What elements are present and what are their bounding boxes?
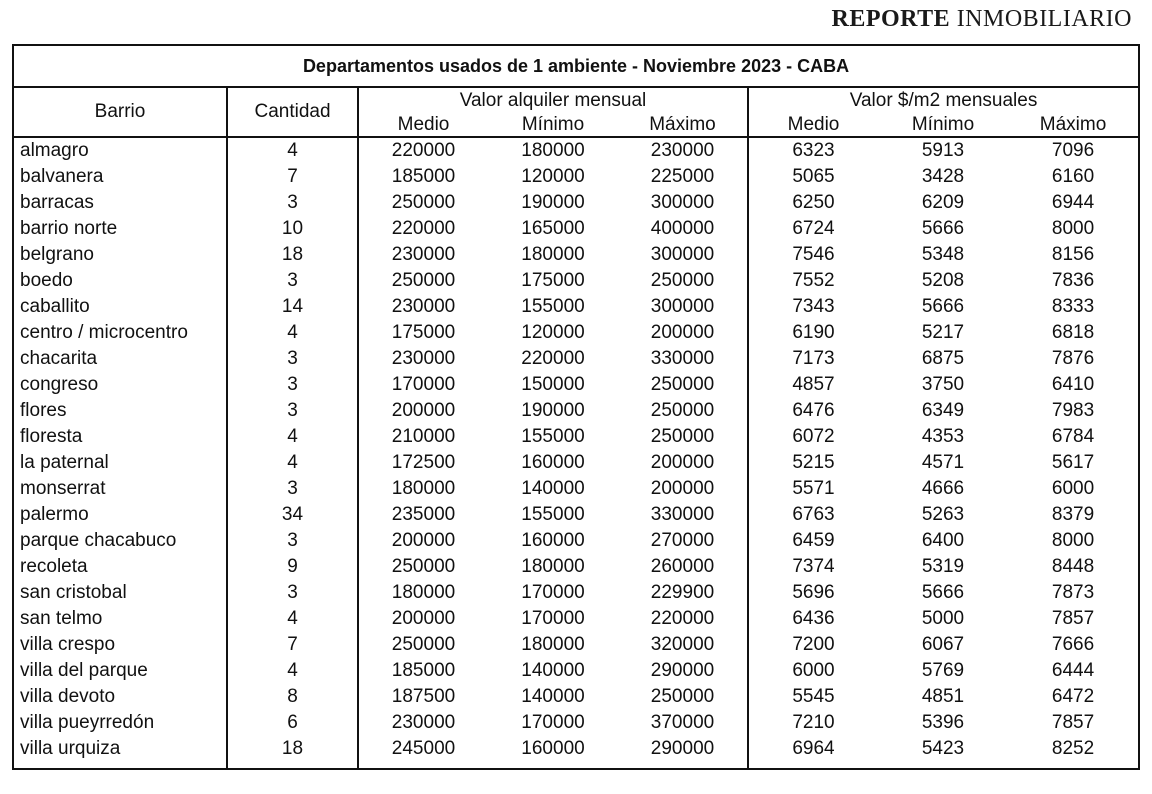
cell-m2-minimo: 4666 xyxy=(921,478,965,499)
cell-m2-minimo: 5348 xyxy=(921,244,965,265)
table-row xyxy=(13,658,1139,684)
cell-m2-medio: 7552 xyxy=(748,268,878,294)
cell-m2-minimo: 6067 xyxy=(921,634,965,655)
cell-m2-medio: 6459 xyxy=(748,528,878,554)
cell-m2-minimo: 4851 xyxy=(921,686,965,707)
cell-alquiler-medio: 200000 xyxy=(358,606,488,632)
cell-barrio: recoleta xyxy=(20,556,88,577)
cell-m2-minimo: 6400 xyxy=(921,530,965,551)
table-row xyxy=(13,242,1139,268)
cell-alquiler-minimo: 175000 xyxy=(521,270,585,291)
cell-alquiler-minimo: 150000 xyxy=(521,374,585,395)
cell-m2-medio: 6476 xyxy=(748,398,878,424)
cell-alquiler-minimo: 120000 xyxy=(521,166,585,187)
cell-m2-maximo: 7857 xyxy=(1051,608,1095,629)
cell-m2-medio: 6964 xyxy=(748,736,878,769)
cell-m2-medio: 6190 xyxy=(748,320,878,346)
cell-barrio: barracas xyxy=(20,192,94,213)
cell-alquiler-minimo: 155000 xyxy=(521,504,585,525)
cell-cantidad: 4 xyxy=(227,450,358,476)
table-row xyxy=(13,398,1139,424)
cell-alquiler-minimo: 165000 xyxy=(521,218,585,239)
cell-cantidad: 3 xyxy=(227,398,358,424)
cell-alquiler-maximo: 300000 xyxy=(650,296,715,317)
cell-alquiler-maximo: 250000 xyxy=(650,374,715,395)
table-row xyxy=(13,294,1139,320)
cell-cantidad: 4 xyxy=(227,137,358,164)
cell-alquiler-medio: 175000 xyxy=(358,320,488,346)
cell-alquiler-minimo: 120000 xyxy=(521,322,585,343)
cell-alquiler-maximo: 290000 xyxy=(650,660,715,681)
cell-m2-maximo: 8000 xyxy=(1051,218,1095,239)
cell-m2-medio: 7210 xyxy=(748,710,878,736)
cell-m2-minimo: 6875 xyxy=(921,348,965,369)
header-alquiler-maximo: Máximo xyxy=(618,112,748,137)
cell-barrio: parque chacabuco xyxy=(20,530,177,551)
header-alquiler-medio: Medio xyxy=(358,112,488,137)
cell-barrio: monserrat xyxy=(20,478,106,499)
cell-m2-medio: 5545 xyxy=(748,684,878,710)
cell-alquiler-medio: 230000 xyxy=(358,346,488,372)
table-row xyxy=(13,190,1139,216)
cell-alquiler-medio: 245000 xyxy=(358,736,488,769)
cell-barrio: villa del parque xyxy=(20,660,148,681)
cell-m2-maximo: 7983 xyxy=(1051,400,1095,421)
cell-alquiler-medio: 230000 xyxy=(358,710,488,736)
header-m2-maximo: Máximo xyxy=(1008,112,1139,137)
cell-cantidad: 14 xyxy=(227,294,358,320)
cell-m2-medio: 6436 xyxy=(748,606,878,632)
cell-m2-minimo: 5423 xyxy=(921,738,965,759)
cell-m2-minimo: 5913 xyxy=(921,140,965,161)
cell-alquiler-medio: 235000 xyxy=(358,502,488,528)
cell-barrio: san telmo xyxy=(20,608,103,629)
cell-alquiler-medio: 250000 xyxy=(358,632,488,658)
cell-alquiler-medio: 210000 xyxy=(358,424,488,450)
cell-cantidad: 7 xyxy=(227,164,358,190)
cell-alquiler-maximo: 230000 xyxy=(650,140,715,161)
cell-alquiler-minimo: 180000 xyxy=(521,140,585,161)
table-row xyxy=(13,554,1139,580)
cell-alquiler-maximo: 300000 xyxy=(650,244,715,265)
header-group-m2: Valor $/m2 mensuales xyxy=(748,87,1139,112)
cell-cantidad: 4 xyxy=(227,658,358,684)
cell-m2-medio: 5065 xyxy=(748,164,878,190)
cell-cantidad: 3 xyxy=(227,580,358,606)
cell-alquiler-medio: 172500 xyxy=(358,450,488,476)
cell-m2-maximo: 6000 xyxy=(1051,478,1095,499)
cell-m2-maximo: 5617 xyxy=(1051,452,1095,473)
header-cantidad: Cantidad xyxy=(227,87,358,137)
cell-m2-maximo: 6160 xyxy=(1051,166,1095,187)
table-row xyxy=(13,606,1139,632)
brand-logo xyxy=(832,6,1132,33)
cell-alquiler-maximo: 229900 xyxy=(650,582,715,603)
cell-barrio: centro / microcentro xyxy=(20,322,188,343)
cell-m2-maximo: 7873 xyxy=(1051,582,1095,603)
cell-m2-minimo: 3428 xyxy=(921,166,965,187)
cell-m2-minimo: 4571 xyxy=(921,452,965,473)
cell-alquiler-minimo: 180000 xyxy=(521,244,585,265)
table-row xyxy=(13,528,1139,554)
cell-m2-maximo: 8156 xyxy=(1051,244,1095,265)
cell-m2-maximo: 6944 xyxy=(1051,192,1095,213)
cell-cantidad: 18 xyxy=(227,736,358,769)
cell-barrio: balvanera xyxy=(20,166,104,187)
cell-alquiler-medio: 230000 xyxy=(358,242,488,268)
cell-barrio: villa crespo xyxy=(20,634,116,655)
cell-barrio: chacarita xyxy=(20,348,98,369)
cell-m2-minimo: 5666 xyxy=(921,296,965,317)
cell-alquiler-medio: 185000 xyxy=(358,164,488,190)
cell-cantidad: 6 xyxy=(227,710,358,736)
table-row xyxy=(13,268,1139,294)
header-group-alquiler: Valor alquiler mensual xyxy=(358,87,748,112)
cell-m2-medio: 6072 xyxy=(748,424,878,450)
cell-cantidad: 3 xyxy=(227,476,358,502)
cell-barrio: villa urquiza xyxy=(20,738,121,759)
cell-m2-maximo: 7096 xyxy=(1051,140,1095,161)
cell-cantidad: 4 xyxy=(227,424,358,450)
cell-m2-maximo: 8379 xyxy=(1051,504,1095,525)
table-row xyxy=(13,320,1139,346)
cell-m2-medio: 7200 xyxy=(748,632,878,658)
cell-alquiler-maximo: 200000 xyxy=(650,322,715,343)
cell-m2-minimo: 5666 xyxy=(921,218,965,239)
table-title: Departamentos usados de 1 ambiente - Noviembre 2023 - CABA xyxy=(13,45,1139,87)
table-row xyxy=(13,164,1139,190)
cell-m2-minimo: 5217 xyxy=(921,322,965,343)
cell-m2-minimo: 5769 xyxy=(921,660,965,681)
cell-cantidad: 34 xyxy=(227,502,358,528)
cell-alquiler-minimo: 155000 xyxy=(521,426,585,447)
cell-alquiler-medio: 200000 xyxy=(358,398,488,424)
table-row xyxy=(13,137,1139,164)
cell-alquiler-minimo: 140000 xyxy=(521,660,585,681)
cell-m2-maximo: 6784 xyxy=(1051,426,1095,447)
cell-alquiler-maximo: 200000 xyxy=(650,478,715,499)
cell-alquiler-minimo: 160000 xyxy=(521,738,585,759)
cell-m2-minimo: 6349 xyxy=(921,400,965,421)
cell-alquiler-minimo: 140000 xyxy=(521,686,585,707)
table-row xyxy=(13,736,1139,769)
cell-cantidad: 3 xyxy=(227,346,358,372)
cell-barrio: flores xyxy=(20,400,67,421)
cell-m2-maximo: 6818 xyxy=(1051,322,1095,343)
cell-m2-medio: 6250 xyxy=(748,190,878,216)
cell-alquiler-maximo: 200000 xyxy=(650,452,715,473)
cell-alquiler-maximo: 330000 xyxy=(650,504,715,525)
cell-alquiler-maximo: 400000 xyxy=(650,218,715,239)
brand-part1: REPORTE xyxy=(831,6,951,32)
cell-barrio: almagro xyxy=(20,140,89,161)
table-row xyxy=(13,372,1139,398)
cell-cantidad: 7 xyxy=(227,632,358,658)
cell-m2-minimo: 3750 xyxy=(921,374,965,395)
cell-m2-medio: 7374 xyxy=(748,554,878,580)
cell-cantidad: 3 xyxy=(227,528,358,554)
table-row xyxy=(13,502,1139,528)
cell-cantidad: 9 xyxy=(227,554,358,580)
cell-alquiler-minimo: 180000 xyxy=(521,634,585,655)
cell-barrio: congreso xyxy=(20,374,99,395)
cell-m2-medio: 5571 xyxy=(748,476,878,502)
cell-m2-minimo: 5319 xyxy=(921,556,965,577)
cell-m2-maximo: 6410 xyxy=(1051,374,1095,395)
cell-alquiler-minimo: 220000 xyxy=(521,348,585,369)
cell-barrio: villa pueyrredón xyxy=(20,712,155,733)
cell-alquiler-maximo: 225000 xyxy=(650,166,715,187)
cell-alquiler-medio: 170000 xyxy=(358,372,488,398)
cell-alquiler-maximo: 290000 xyxy=(650,738,715,759)
table-row xyxy=(13,710,1139,736)
cell-alquiler-medio: 220000 xyxy=(358,216,488,242)
cell-alquiler-minimo: 170000 xyxy=(521,582,585,603)
cell-m2-minimo: 5396 xyxy=(921,712,965,733)
cell-alquiler-minimo: 170000 xyxy=(521,712,585,733)
cell-m2-medio: 6763 xyxy=(748,502,878,528)
header-m2-medio: Medio xyxy=(748,112,878,137)
cell-barrio: barrio norte xyxy=(20,218,118,239)
cell-alquiler-maximo: 260000 xyxy=(650,556,715,577)
cell-cantidad: 4 xyxy=(227,320,358,346)
cell-alquiler-medio: 250000 xyxy=(358,190,488,216)
cell-m2-medio: 6724 xyxy=(748,216,878,242)
cell-alquiler-maximo: 320000 xyxy=(650,634,715,655)
cell-cantidad: 8 xyxy=(227,684,358,710)
cell-cantidad: 10 xyxy=(227,216,358,242)
cell-barrio: palermo xyxy=(20,504,89,525)
table-row xyxy=(13,632,1139,658)
cell-m2-medio: 7173 xyxy=(748,346,878,372)
cell-m2-medio: 7546 xyxy=(748,242,878,268)
cell-m2-maximo: 8333 xyxy=(1051,296,1095,317)
cell-alquiler-minimo: 155000 xyxy=(521,296,585,317)
cell-alquiler-medio: 187500 xyxy=(358,684,488,710)
cell-m2-minimo: 5666 xyxy=(921,582,965,603)
cell-alquiler-medio: 180000 xyxy=(358,580,488,606)
cell-m2-medio: 5696 xyxy=(748,580,878,606)
cell-m2-minimo: 4353 xyxy=(921,426,965,447)
cell-m2-maximo: 7876 xyxy=(1051,348,1095,369)
cell-m2-maximo: 7836 xyxy=(1051,270,1095,291)
cell-m2-minimo: 5208 xyxy=(921,270,965,291)
table-row xyxy=(13,580,1139,606)
cell-m2-maximo: 6472 xyxy=(1051,686,1095,707)
cell-cantidad: 3 xyxy=(227,372,358,398)
cell-alquiler-medio: 180000 xyxy=(358,476,488,502)
cell-barrio: la paternal xyxy=(20,452,109,473)
cell-m2-maximo: 8448 xyxy=(1051,556,1095,577)
table-row xyxy=(13,346,1139,372)
cell-alquiler-medio: 250000 xyxy=(358,554,488,580)
cell-alquiler-maximo: 250000 xyxy=(650,426,715,447)
cell-alquiler-medio: 220000 xyxy=(358,137,488,164)
cell-barrio: villa devoto xyxy=(20,686,116,707)
cell-alquiler-medio: 230000 xyxy=(358,294,488,320)
table-row xyxy=(13,476,1139,502)
cell-m2-medio: 7343 xyxy=(748,294,878,320)
cell-alquiler-maximo: 330000 xyxy=(650,348,715,369)
rental-table xyxy=(12,44,1140,770)
cell-alquiler-minimo: 190000 xyxy=(521,400,585,421)
cell-cantidad: 3 xyxy=(227,268,358,294)
cell-barrio: boedo xyxy=(20,270,73,291)
header-alquiler-minimo: Mínimo xyxy=(488,112,618,137)
table-row xyxy=(13,424,1139,450)
cell-m2-maximo: 7857 xyxy=(1051,712,1095,733)
cell-alquiler-maximo: 250000 xyxy=(650,400,715,421)
header-barrio: Barrio xyxy=(13,87,227,137)
cell-m2-medio: 5215 xyxy=(748,450,878,476)
cell-alquiler-maximo: 220000 xyxy=(650,608,715,629)
cell-m2-medio: 6323 xyxy=(748,137,878,164)
cell-barrio: san cristobal xyxy=(20,582,127,603)
cell-alquiler-maximo: 370000 xyxy=(650,712,715,733)
cell-alquiler-minimo: 160000 xyxy=(521,530,585,551)
cell-alquiler-minimo: 190000 xyxy=(521,192,585,213)
cell-alquiler-medio: 185000 xyxy=(358,658,488,684)
cell-cantidad: 4 xyxy=(227,606,358,632)
cell-m2-medio: 6000 xyxy=(748,658,878,684)
cell-alquiler-maximo: 270000 xyxy=(650,530,715,551)
cell-alquiler-minimo: 170000 xyxy=(521,608,585,629)
cell-m2-medio: 4857 xyxy=(748,372,878,398)
cell-m2-maximo: 7666 xyxy=(1051,634,1095,655)
table-row xyxy=(13,216,1139,242)
cell-m2-minimo: 5263 xyxy=(921,504,965,525)
table-body xyxy=(13,137,1139,769)
cell-alquiler-minimo: 140000 xyxy=(521,478,585,499)
cell-barrio: belgrano xyxy=(20,244,94,265)
cell-alquiler-medio: 250000 xyxy=(358,268,488,294)
brand-part2: INMOBILIARIO xyxy=(956,6,1132,32)
cell-m2-minimo: 5000 xyxy=(921,608,965,629)
cell-alquiler-maximo: 300000 xyxy=(650,192,715,213)
cell-alquiler-minimo: 160000 xyxy=(521,452,585,473)
cell-cantidad: 3 xyxy=(227,190,358,216)
cell-alquiler-maximo: 250000 xyxy=(650,686,715,707)
cell-barrio: floresta xyxy=(20,426,83,447)
cell-barrio: caballito xyxy=(20,296,90,317)
cell-m2-maximo: 6444 xyxy=(1051,660,1095,681)
cell-alquiler-minimo: 180000 xyxy=(521,556,585,577)
cell-cantidad: 18 xyxy=(227,242,358,268)
cell-m2-maximo: 8000 xyxy=(1051,530,1095,551)
table-row xyxy=(13,450,1139,476)
header-m2-minimo: Mínimo xyxy=(878,112,1008,137)
cell-alquiler-maximo: 250000 xyxy=(650,270,715,291)
cell-m2-minimo: 6209 xyxy=(921,192,965,213)
cell-m2-maximo: 8252 xyxy=(1051,738,1095,759)
cell-alquiler-medio: 200000 xyxy=(358,528,488,554)
table-row xyxy=(13,684,1139,710)
